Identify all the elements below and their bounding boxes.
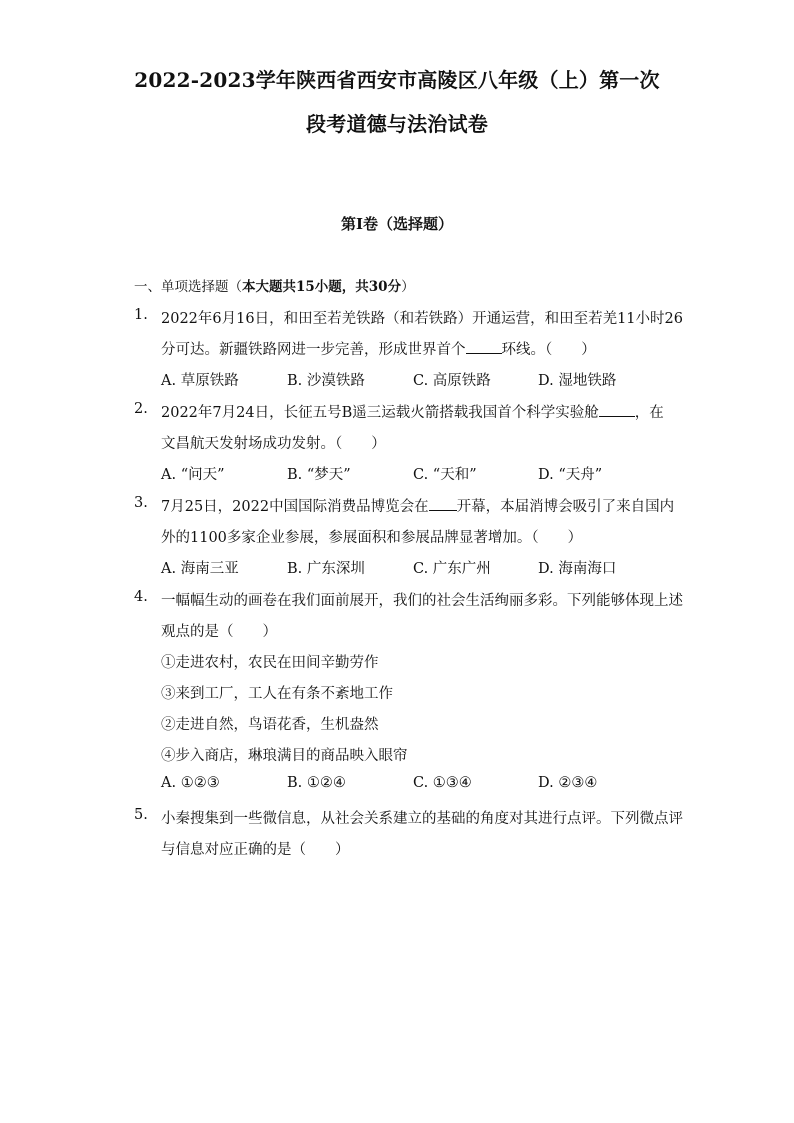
- question-3-text: 开幕，本届消博会吸引了来自国内: [456, 499, 675, 515]
- question-4-option-c: C. ①③④: [413, 775, 472, 791]
- question-2-number: 2.: [134, 401, 148, 417]
- question-3-line: 外的1100多家企业参展，参展面积和参展品牌显著增加。（ ）: [161, 530, 583, 546]
- question-3-option-b: B. 广东深圳: [287, 561, 365, 577]
- part-header-suffix: ）: [401, 279, 415, 295]
- question-1-text: 环线。（ ）: [501, 342, 596, 358]
- question-4-number: 4.: [134, 589, 148, 605]
- question-2-option-c: C. “天和”: [413, 467, 477, 483]
- question-1-text: 分可达。新疆铁路网进一步完善，形成世界首个: [161, 342, 466, 358]
- part-header: [134, 275, 415, 295]
- question-4-statement: ③来到工厂，工人在有条不紊地工作: [161, 686, 393, 702]
- question-2-option-b: B. “梦天”: [287, 467, 351, 483]
- question-2-text: 2022年7月24日，长征五号B遥三运载火箭搭载我国首个科学实验舱: [161, 405, 599, 421]
- question-3-option-a: A. 海南三亚: [161, 561, 239, 577]
- exam-title-line-2: 段考道德与法治试卷: [306, 112, 488, 136]
- answer-blank: [429, 496, 457, 511]
- exam-title-line-1: 2022-2023学年陕西省西安市高陵区八年级（上）第一次: [134, 68, 660, 92]
- answer-blank: [466, 339, 502, 354]
- part-header-prefix: 一、单项选择题（: [134, 279, 242, 295]
- question-3-option-d: D. 海南海口: [538, 561, 617, 577]
- question-1-option-b: B. 沙漠铁路: [287, 373, 365, 389]
- question-1-option-a: A. 草原铁路: [161, 373, 239, 389]
- question-3-line: [161, 495, 674, 516]
- question-4-statement: ④步入商店，琳琅满目的商品映入眼帘: [161, 748, 408, 764]
- question-1-option-c: C. 高原铁路: [413, 373, 491, 389]
- answer-blank: [599, 402, 635, 417]
- question-1-line: 2022年6月16日，和田至若羌铁路（和若铁路）开通运营，和田至若羌11小时26: [161, 311, 683, 327]
- question-4-line: 一幅幅生动的画卷在我们面前展开，我们的社会生活绚丽多彩。下列能够体现上述: [161, 593, 683, 609]
- question-2-option-a: A. “问天”: [161, 467, 225, 483]
- question-3-option-c: C. 广东广州: [413, 561, 491, 577]
- question-3-number: 3.: [134, 495, 148, 511]
- section-heading: 第I卷（选择题）: [340, 215, 454, 233]
- part-header-info: 本大题共15小题，共30分: [242, 279, 402, 295]
- question-2-line: [161, 401, 664, 422]
- question-5-line: 小秦搜集到一些微信息，从社会关系建立的基础的角度对其进行点评。下列微点评: [161, 811, 683, 827]
- question-5-number: 5.: [134, 807, 148, 823]
- question-1-number: 1.: [134, 307, 148, 323]
- question-1-option-d: D. 湿地铁路: [538, 373, 617, 389]
- question-4-statement: ②走进自然，鸟语花香，生机盎然: [161, 717, 379, 733]
- question-5-line: 与信息对应正确的是（ ）: [161, 842, 350, 858]
- question-4-statement: ①走进农村，农民在田间辛勤劳作: [161, 655, 379, 671]
- question-2-option-d: D. “天舟”: [538, 467, 603, 483]
- question-2-text: ，在: [634, 405, 664, 421]
- question-3-text: 7月25日，2022中国国际消费品博览会在: [161, 499, 429, 515]
- question-4-line: 观点的是（ ）: [161, 624, 277, 640]
- question-4-option-d: D. ②③④: [538, 775, 598, 791]
- question-4-option-a: A. ①②③: [161, 775, 220, 791]
- question-2-line: 文昌航天发射场成功发射。（ ）: [161, 436, 386, 452]
- question-4-option-b: B. ①②④: [287, 775, 346, 791]
- question-1-line: [161, 338, 596, 359]
